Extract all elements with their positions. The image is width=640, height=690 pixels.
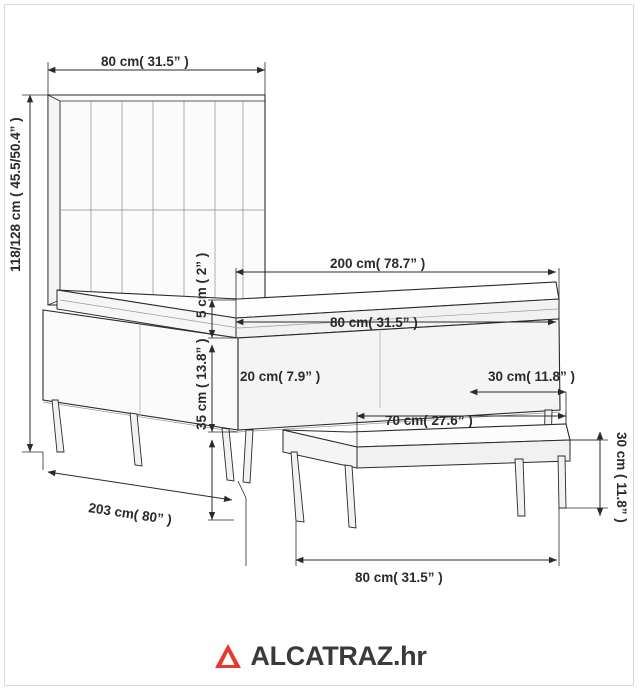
label-base-height: 20 cm( 7.9” ) (240, 369, 321, 384)
label-bench-height: 30 cm ( 11.8” ) (614, 432, 629, 523)
label-bench-depth: 30 cm( 11.8” ) (488, 369, 576, 384)
label-bed-length: 200 cm( 78.7” ) (330, 256, 426, 271)
brand-name-main: ALCATRAZ (250, 640, 393, 671)
bench (283, 424, 570, 528)
triangle-a-logo-icon (213, 641, 243, 671)
brand-name (250, 641, 426, 672)
label-total-height: 118/128 cm ( 45.5/50.4” ) (8, 117, 23, 272)
brand-name-suffix: .hr (392, 640, 427, 671)
label-mattress-width: 80 cm( 31.5” ) (330, 315, 418, 330)
headboard (48, 95, 265, 305)
label-mattress-thickness: 5 cm ( 2” ) (194, 252, 209, 318)
brand-footer (0, 641, 640, 677)
label-frame-length: 203 cm( 80” ) (87, 500, 173, 528)
bed-illustration (43, 95, 570, 528)
label-leg-clearance: 35 cm ( 13.8” ) (194, 338, 209, 430)
brand-logo (213, 641, 426, 672)
label-bench-base-width: 80 cm( 31.5” ) (355, 570, 443, 585)
label-headboard-width: 80 cm( 31.5” ) (101, 54, 189, 69)
label-bench-width: 70 cm( 27.6” ) (385, 413, 473, 428)
